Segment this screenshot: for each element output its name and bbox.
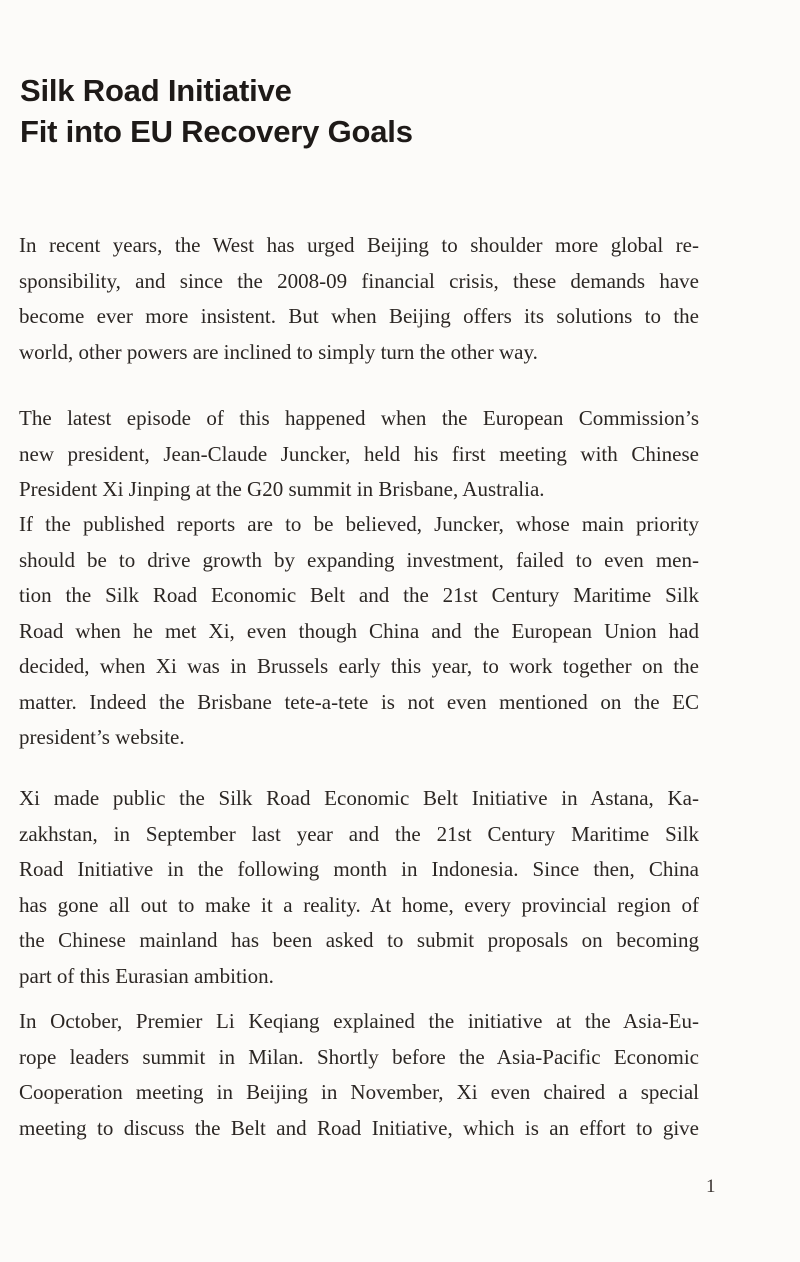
paragraph-3 <box>19 507 699 756</box>
text-line: has gone all out to make it a reality. At home, every provincial region of <box>19 892 699 917</box>
text-line: If the published reports are to be believed, Juncker, whose main priority <box>19 512 699 536</box>
text-line: In October, Premier Li Keqiang explained the initiative at the Asia-Eu- <box>19 1009 699 1033</box>
text-line: part of this Eurasian ambition. <box>19 963 274 988</box>
text-line: sponsibility, and since the 2008-09 financial crisis, these demands have <box>19 268 699 293</box>
text-line: meeting to discuss the Belt and Road Initiative, which is an effort to give <box>19 1115 699 1140</box>
text-line: world, other powers are inclined to simply turn the other way. <box>19 339 538 364</box>
text-line: tion the Silk Road Economic Belt and the 21st Century Maritime Silk <box>19 583 699 607</box>
text-line: zakhstan, in September last year and the 21st Century Maritime Silk <box>19 821 699 846</box>
text-line: matter. Indeed the Brisbane tete-a-tete is not even mentioned on the EC <box>19 689 699 714</box>
text-line: decided, when Xi was in Brussels early this year, to work together on the <box>19 654 699 678</box>
text-line: Road Initiative in the following month in Indonesia. Since then, China <box>19 857 699 881</box>
paragraph-4 <box>19 781 699 994</box>
text-line: Road when he met Xi, even though China and the European Union had <box>19 618 699 643</box>
text-line: In recent years, the West has urged Beijing to shoulder more global re- <box>19 233 699 257</box>
title-line-2: Fit into EU Recovery Goals <box>20 114 413 149</box>
text-line: the Chinese mainland has been asked to submit proposals on becoming <box>19 928 699 952</box>
paragraph-1 <box>19 228 699 370</box>
text-line: Cooperation meeting in Beijing in November, Xi even chaired a special <box>19 1080 699 1104</box>
text-line: The latest episode of this happened when the European Commission’s <box>19 406 699 430</box>
title-line-1: Silk Road Initiative <box>20 73 292 108</box>
text-line: rope leaders summit in Milan. Shortly before the Asia-Pacific Economic <box>19 1044 699 1069</box>
paragraph-5 <box>19 1004 699 1146</box>
paragraph-2 <box>19 401 699 508</box>
text-line: president’s website. <box>19 725 185 749</box>
text-line: should be to drive growth by expanding investment, failed to even men- <box>19 547 699 572</box>
text-line: new president, Jean-Claude Juncker, held his first meeting with Chinese <box>19 441 699 466</box>
text-line: become ever more insistent. But when Beijing offers its solutions to the <box>19 304 699 328</box>
page-title <box>20 70 413 152</box>
text-line: Xi made public the Silk Road Economic Belt Initiative in Astana, Ka- <box>19 786 699 810</box>
text-line: President Xi Jinping at the G20 summit in Brisbane, Australia. <box>19 477 545 501</box>
page-number: 1 <box>706 1176 716 1197</box>
